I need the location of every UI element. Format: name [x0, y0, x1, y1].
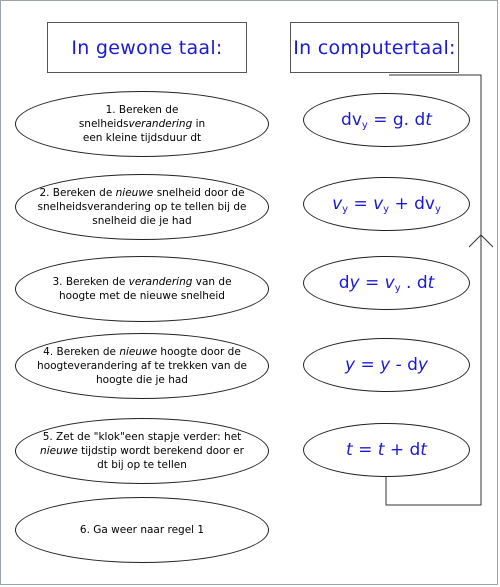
step-5-text	[34, 430, 250, 472]
step-3-part-b: verandering	[128, 276, 193, 288]
step-1-line-2a: snelheids	[78, 118, 129, 130]
step-4-part-a: 4. Bereken de	[43, 346, 120, 358]
formula-1: $dv_y = g$. dt	[341, 109, 432, 131]
step-2-part-a: 2. Bereken de	[39, 187, 116, 199]
formula-4-ellipse	[303, 338, 470, 392]
formula-3-ellipse	[303, 256, 470, 310]
step-5-part-a: 5. Zet de "klok"een stapje verder: het	[42, 431, 242, 443]
step-5-ellipse	[15, 418, 269, 484]
step-6-text	[80, 523, 204, 537]
step-4-text	[34, 345, 250, 387]
step-3-part-c: van de hoogte met de nieuwe snelheid	[59, 276, 232, 302]
formula-2: $v_y = v_y + dv_y$	[332, 193, 441, 215]
formula-1-ellipse	[303, 93, 470, 147]
step-1-line-2b: verandering	[128, 118, 193, 130]
step-4-part-b: nieuwe	[119, 346, 158, 358]
step-2-part-c: snelheid door de snelheidsverandering op te tellen bij de snelheid die je had	[37, 187, 247, 227]
header-computer-language	[290, 22, 459, 73]
step-3-ellipse	[15, 256, 269, 322]
formula-2-ellipse	[303, 177, 470, 231]
step-1-line-2c: in	[192, 118, 206, 130]
step-1-line-1: 1. Bereken de	[105, 104, 179, 116]
step-5-part-c: tijdstip wordt berekend door er dt bij op te tellen	[77, 445, 244, 471]
header-computer-language-label: In computertaal:	[293, 36, 456, 59]
step-1-text	[79, 103, 205, 145]
formula-5-ellipse	[303, 423, 470, 477]
step-6-part-a: 6. Ga weer naar regel 1	[79, 524, 205, 536]
step-5-part-b: nieuwe	[40, 445, 78, 457]
step-6-ellipse	[15, 497, 269, 563]
header-plain-language-label: In gewone taal:	[71, 36, 223, 59]
step-1-line-3: een kleine tijdsduur dt	[82, 132, 202, 144]
formula-3: dy = $v_y$ . dt	[338, 272, 435, 294]
header-plain-language	[47, 22, 247, 73]
step-3-text	[34, 275, 250, 303]
step-3-part-a: 3. Bereken de	[52, 276, 129, 288]
step-2-text	[34, 186, 250, 228]
step-4-part-c: hoogte door de hoogteverandering af te trekken van de hoogte die je had	[37, 346, 247, 386]
formula-5: t = t + dt	[346, 440, 427, 460]
formula-4: y = y - dy	[345, 355, 428, 375]
step-4-ellipse	[15, 333, 269, 399]
step-1-ellipse	[15, 91, 269, 157]
step-2-part-b: nieuwe	[115, 187, 154, 199]
step-2-ellipse	[15, 174, 269, 240]
